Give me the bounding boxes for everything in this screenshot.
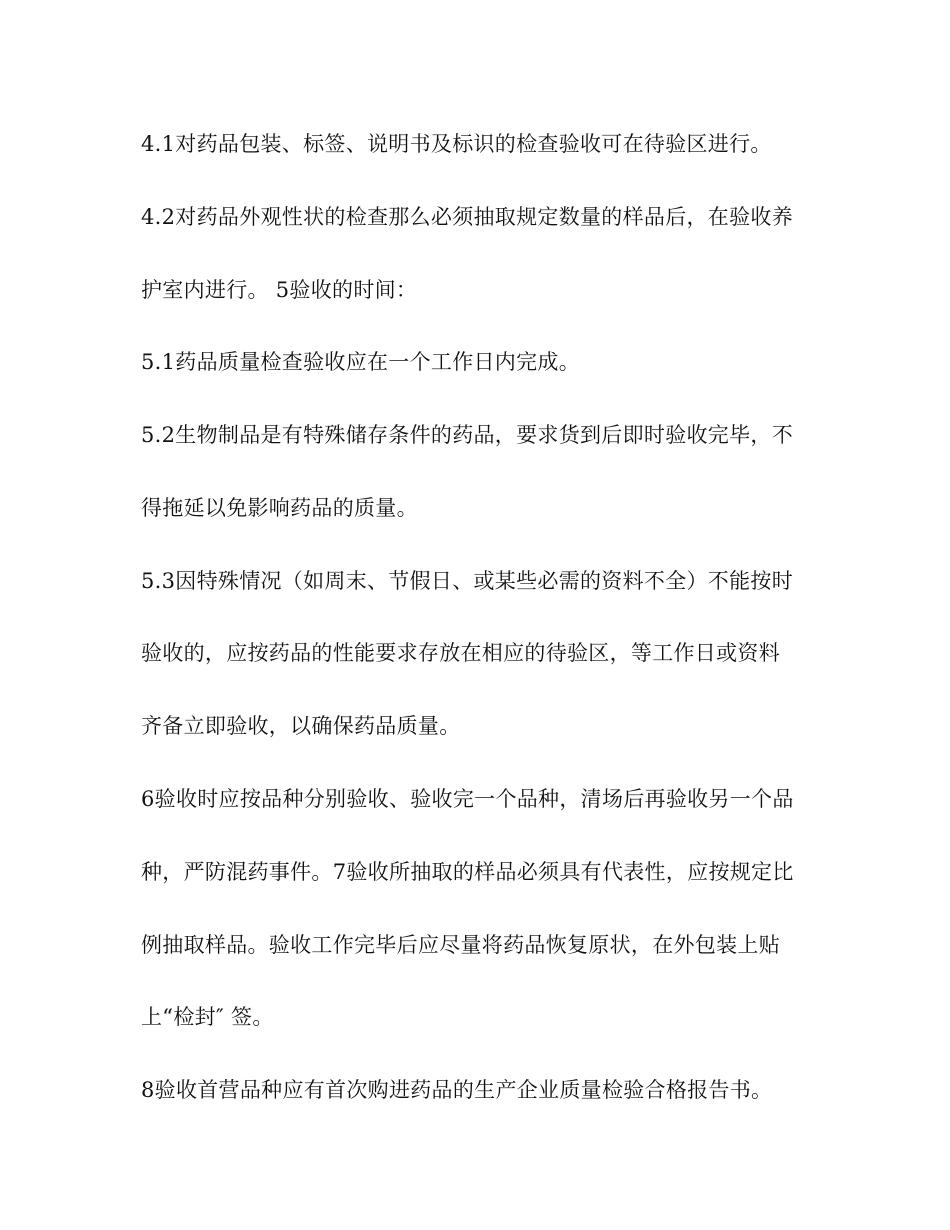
text-line-1: 4.1对药品包装、标签、说明书及标识的检查验收可在待验区进行。 <box>141 132 772 156</box>
text-line-6: 得拖延以免影响药品的质量。 <box>141 496 418 520</box>
text-line-9: 齐备立即验收，以确保药品质量。 <box>141 714 461 738</box>
text-line-3: 护室内进行。 5验收的时间： <box>141 278 418 302</box>
text-line-10: 6验收时应按品种分别验收、验收完一个品种，清场后再验收另一个品 <box>141 787 794 811</box>
text-line-14: 8验收首营品种应有首次购进药品的生产企业质量检验合格报告书。 <box>141 1078 773 1102</box>
text-line-2: 4.2对药品外观性状的检查那么必须抽取规定数量的样品后，在验收养 <box>141 205 793 229</box>
text-line-4: 5.1药品质量检查验收应在一个工作日内完成。 <box>141 350 580 374</box>
text-line-13: 上“检封″ 签。 <box>141 1005 274 1029</box>
text-line-12: 例抽取样品。验收工作完毕后应尽量将药品恢复原状，在外包装上贴 <box>141 933 780 957</box>
text-line-5: 5.2生物制品是有特殊储存条件的药品，要求货到后即时验收完毕，不 <box>141 423 793 447</box>
text-line-7: 5.3因特殊情况（如周末、节假日、或某些必需的资料不全）不能按时 <box>141 569 793 593</box>
text-line-11: 种，严防混药事件。7验收所抽取的样品必须具有代表性，应按规定比 <box>141 860 794 884</box>
text-line-8: 验收的，应按药品的性能要求存放在相应的待验区，等工作日或资料 <box>141 641 780 665</box>
